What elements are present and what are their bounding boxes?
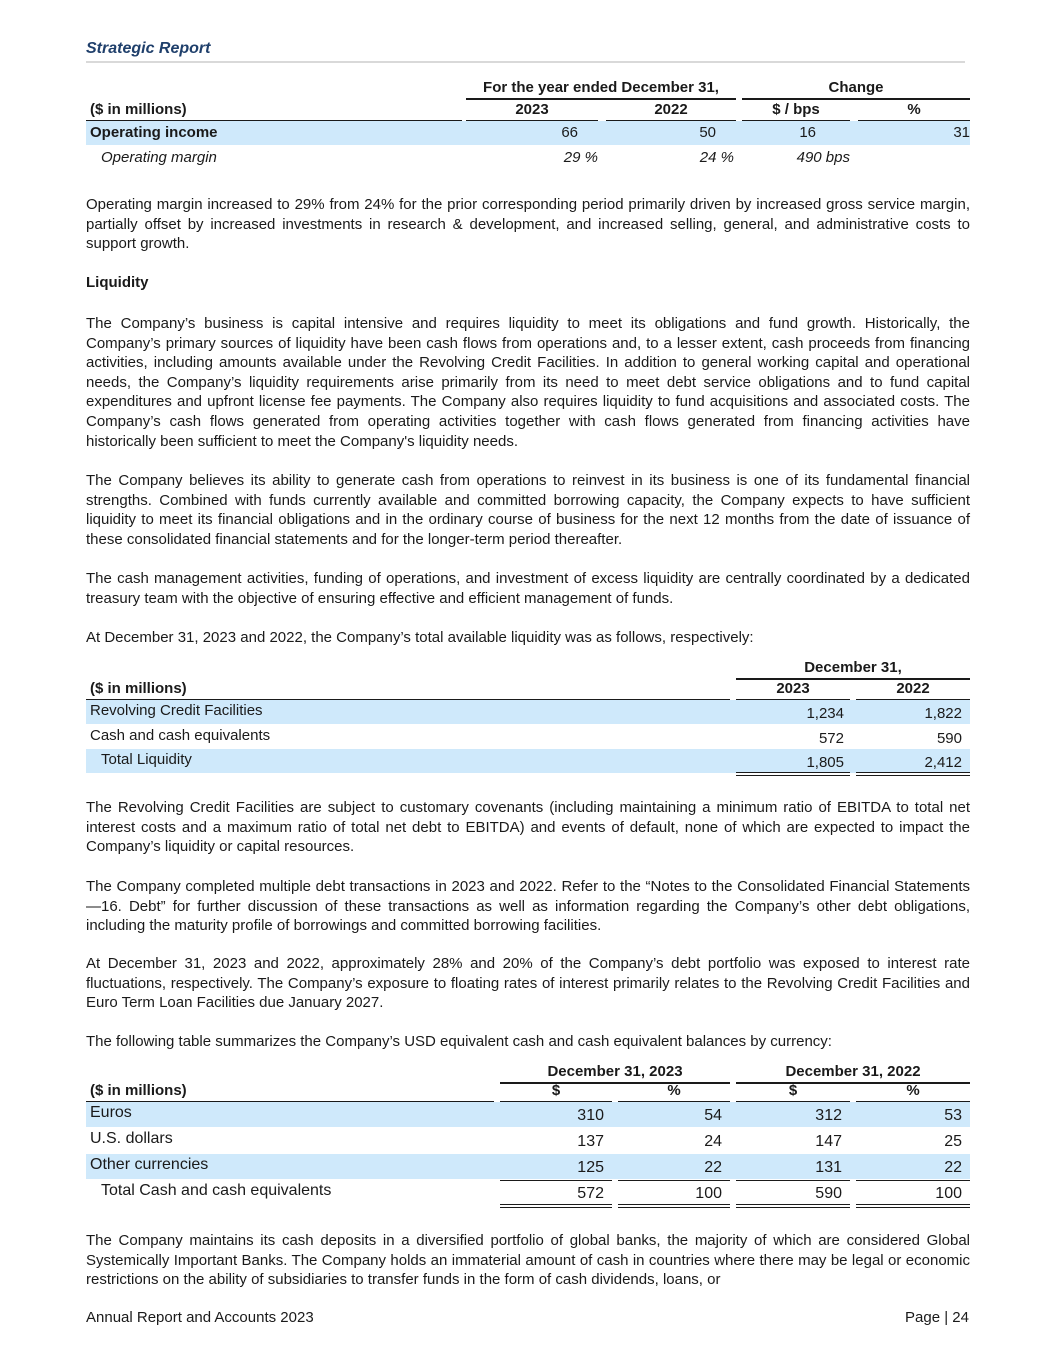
value-dollars-2023: 137 (577, 1133, 604, 1150)
operating-income-table (86, 76, 970, 172)
december-group-header: December 31, (804, 659, 902, 676)
value-2023: 1,234 (806, 705, 844, 722)
value-2023: 29 % (563, 149, 598, 166)
col-pct: % (907, 101, 921, 118)
group-2022-header: December 31, 2022 (785, 1063, 921, 1080)
debt-transactions-paragraph: The Company completed multiple debt transactions in 2023 and 2022. Refer to the “Notes to the Consolidated Financial Statements—16. Debt” for further discussion of these transactions as well as information regarding the Company’s other debt obligations, including the maturity profile of borrowings and committed borrowing facilities. (86, 878, 970, 935)
table-row (86, 1128, 970, 1153)
period-group-header: For the year ended December 31, (483, 79, 719, 96)
col-dollars-2022: $ (788, 1082, 798, 1099)
liquidity-paragraph-3: The cash management activities, funding of operations, and investment of excess liquidity are centrally coordinated by a dedicated treasury team with the objective of ensuring effective and efficient management of funds. (86, 570, 970, 607)
value-dollars-2023: 125 (577, 1159, 604, 1176)
col-bps: $ / bps (772, 101, 820, 118)
value-pct-2022: 22 (944, 1159, 962, 1176)
value-change: 16 (799, 124, 816, 141)
value-dollars-2023: 310 (577, 1107, 604, 1124)
col-2022: 2022 (896, 680, 930, 697)
value-pct-2022: 25 (944, 1133, 962, 1150)
value-dollars-2022: 147 (815, 1133, 842, 1150)
row-label: Operating income (90, 124, 218, 141)
value-2022: 50 (699, 124, 716, 141)
table-row (86, 1102, 970, 1127)
footer-report-title: Annual Report and Accounts 2023 (86, 1309, 314, 1326)
value-pct-2023: 22 (704, 1159, 722, 1176)
col-pct-2022: % (906, 1082, 920, 1099)
value-pct-2022: 100 (935, 1185, 962, 1202)
operating-margin-paragraph: Operating margin increased to 29% from 24% for the prior corresponding period primarily driven by increased gross service margin, partially offset by increased investments in research & development, and increased selling, general, and administrative costs to support growth. (86, 196, 970, 253)
col-2023: 2023 (776, 680, 810, 697)
liquidity-heading: Liquidity (86, 274, 149, 291)
table-row (86, 749, 970, 773)
value-change: 490 bps (796, 149, 850, 166)
units-label: ($ in millions) (90, 1082, 187, 1099)
value-2023: 66 (561, 124, 578, 141)
table-row (86, 1154, 970, 1179)
liquidity-table (86, 658, 970, 778)
value-2023: 572 (818, 730, 844, 747)
liquidity-paragraph-1: The Company’s business is capital intensive and requires liquidity to meet its obligations and fund growth. Historically, the Company’s primary sources of liquidity have been cash flows from operations and, to a lesser extent, cash proceeds from financing activities, including amounts available under the Revolving Credit Facilities. In addition to general working capital and operational needs, the Company’s liquidity requirements arise primarily from its need to meet debt service obligations and to fund capital expenditures and upfront license fee payments. The Company also requires liquidity to fund acquisitions and associated costs. The Company’s cash flows generated from operating activities together with cash flows generated from financing activities have historically been sufficient to meet the Company's liquidity needs. (86, 315, 970, 450)
value-2022: 24 % (699, 149, 734, 166)
value-dollars-2022: 131 (815, 1159, 842, 1176)
value-dollars-2022: 590 (815, 1185, 842, 1202)
footer-page-number: Page | 24 (905, 1309, 969, 1326)
table-row (86, 1180, 970, 1205)
value-pct: 31 (953, 124, 970, 141)
section-title: Strategic Report (86, 40, 211, 57)
row-label: Euros (90, 1104, 132, 1121)
col-dollars-2023: $ (551, 1082, 561, 1099)
section-header (86, 40, 965, 63)
liquidity-paragraph-4: At December 31, 2023 and 2022, the Company’s total available liquidity was as follows, respectively: (86, 629, 754, 646)
row-label: Total Cash and cash equivalents (101, 1182, 332, 1199)
liquidity-paragraph-2: The Company believes its ability to generate cash from operations to reinvest in its business is one of its fundamental financial strengths. Combined with funds currently available and committed borrowing capacity, the Company expects to have sufficient liquidity to meet its financial obligations and in the ordinary course of business for the next 12 months from the date of issuance of these consolidated financial statements and for the longer-term period thereafter. (86, 472, 970, 548)
value-pct-2023: 100 (695, 1185, 722, 1202)
col-2022: 2022 (654, 101, 688, 118)
value-pct-2023: 54 (704, 1107, 722, 1124)
row-label: U.S. dollars (90, 1130, 173, 1147)
units-label: ($ in millions) (90, 680, 187, 697)
value-2022: 590 (936, 730, 962, 747)
currency-intro-paragraph: The following table summarizes the Company’s USD equivalent cash and cash equivalent balances by currency: (86, 1033, 832, 1050)
row-label: Total Liquidity (101, 751, 192, 768)
units-label: ($ in millions) (90, 101, 187, 118)
col-2023: 2023 (515, 101, 549, 118)
row-label: Operating margin (101, 149, 217, 166)
table-row (86, 700, 970, 724)
value-pct-2023: 24 (704, 1133, 722, 1150)
change-group-header: Change (828, 79, 884, 96)
value-2022: 1,822 (924, 705, 962, 722)
row-label: Other currencies (90, 1156, 209, 1173)
table-row (86, 121, 970, 145)
group-2023-header: December 31, 2023 (547, 1063, 683, 1080)
row-label: Cash and cash equivalents (90, 727, 271, 744)
table-row (86, 146, 970, 170)
table-row (86, 725, 970, 749)
value-2023: 1,805 (806, 754, 844, 771)
cash-deposits-paragraph: The Company maintains its cash deposits in a diversified portfolio of global banks, the majority of which are considered Global Systemically Important Banks. The Company holds an immaterial amount of cash in countries where there may be legal or economic restrictions on the ability of subsidiaries to transfer funds in the form of cash dividends, loans, or (86, 1232, 970, 1289)
value-2022: 2,412 (924, 754, 962, 771)
value-dollars-2022: 312 (815, 1107, 842, 1124)
covenants-paragraph: The Revolving Credit Facilities are subject to customary covenants (including maintaining a minimum ratio of EBITDA to total net interest costs and a maximum ratio of total net debt to EBITDA) and events of default, none of which are expected to impact the Company’s liquidity or capital resources. (86, 799, 970, 856)
value-dollars-2023: 572 (577, 1185, 604, 1202)
col-pct-2023: % (667, 1082, 681, 1099)
interest-rate-paragraph: At December 31, 2023 and 2022, approximately 28% and 20% of the Company’s debt portfolio was exposed to interest rate fluctuations, respectively. The Company’s exposure to floating rates of interest primarily relates to the Revolving Credit Facilities and Euro Term Loan Facilities due January 2027. (86, 955, 970, 1012)
value-pct-2022: 53 (944, 1107, 962, 1124)
currency-table (86, 1062, 970, 1212)
row-label: Revolving Credit Facilities (90, 702, 263, 719)
